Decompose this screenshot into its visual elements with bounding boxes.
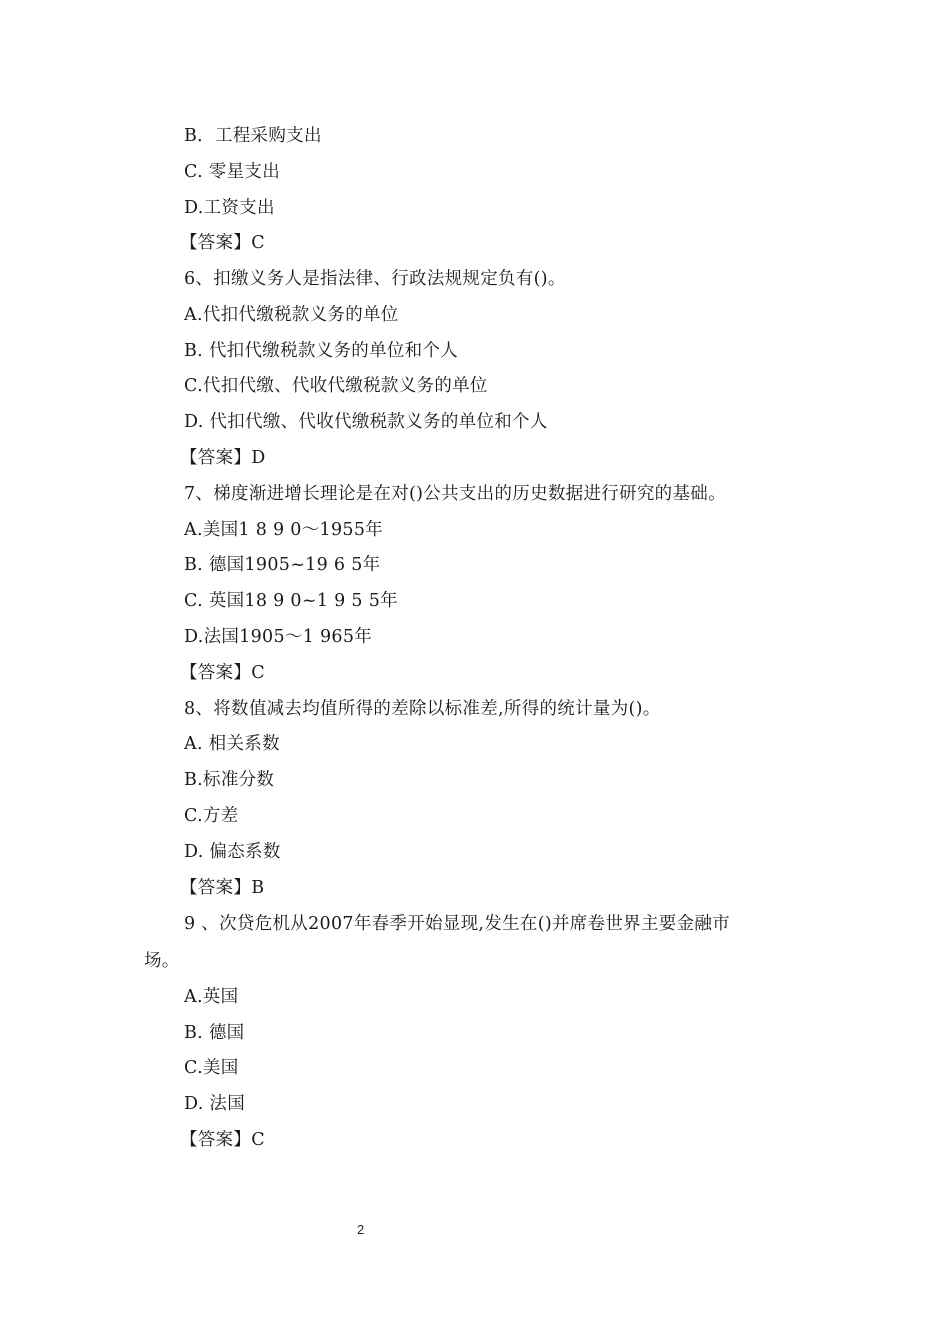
answer-7: 【答案】C: [180, 663, 265, 683]
option-c-petty: C. 零星支出: [184, 162, 280, 182]
answer-6: 【答案】D: [180, 448, 266, 468]
question-7-option-d: D.法国1905～1 965年: [184, 627, 373, 647]
question-6-option-b: B. 代扣代缴税款义务的单位和个人: [184, 341, 459, 361]
question-6-option-c: C.代扣代缴、代收代缴税款义务的单位: [184, 376, 488, 396]
option-d-wages: D.工资支出: [184, 198, 275, 218]
question-6-option-a: A.代扣代缴税款义务的单位: [184, 305, 399, 325]
question-6-option-d: D. 代扣代缴、代收代缴税款义务的单位和个人: [184, 412, 548, 432]
answer-8: 【答案】B: [180, 878, 265, 898]
question-9-option-b: B. 德国: [184, 1023, 245, 1043]
answer-5: 【答案】C: [180, 233, 265, 253]
question-8-option-a: A. 相关系数: [184, 734, 280, 754]
question-9-continuation: 场。: [144, 951, 180, 971]
question-8-option-c: C.方差: [184, 806, 239, 826]
page-number: 2: [357, 1222, 365, 1237]
question-8: 8、将数值减去均值所得的差除以标准差,所得的统计量为()。: [184, 699, 661, 719]
question-7-option-c: C. 英国18 9 0~1 9 5 5年: [184, 591, 398, 611]
question-9-option-d: D. 法国: [184, 1094, 246, 1114]
question-6: 6、扣缴义务人是指法律、行政法规规定负有()。: [184, 269, 566, 289]
question-7-option-b: B. 德国1905~19 6 5年: [184, 555, 381, 575]
question-7-option-a: A.美国1 8 9 0～1955年: [184, 520, 384, 540]
question-9-option-a: A.英国: [184, 987, 239, 1007]
question-9: 9 、次贷危机从2007年春季开始显现,发生在()并席卷世界主要金融市: [184, 914, 730, 934]
question-9-option-c: C.美国: [184, 1058, 239, 1078]
question-7: 7、梯度渐进增长理论是在对()公共支出的历史数据进行研究的基础。: [184, 484, 726, 504]
question-8-option-d: D. 偏态系数: [184, 842, 281, 862]
option-b-procurement: B．工程采购支出: [184, 126, 322, 146]
answer-9: 【答案】C: [180, 1130, 265, 1150]
question-8-option-b: B.标准分数: [184, 770, 275, 790]
